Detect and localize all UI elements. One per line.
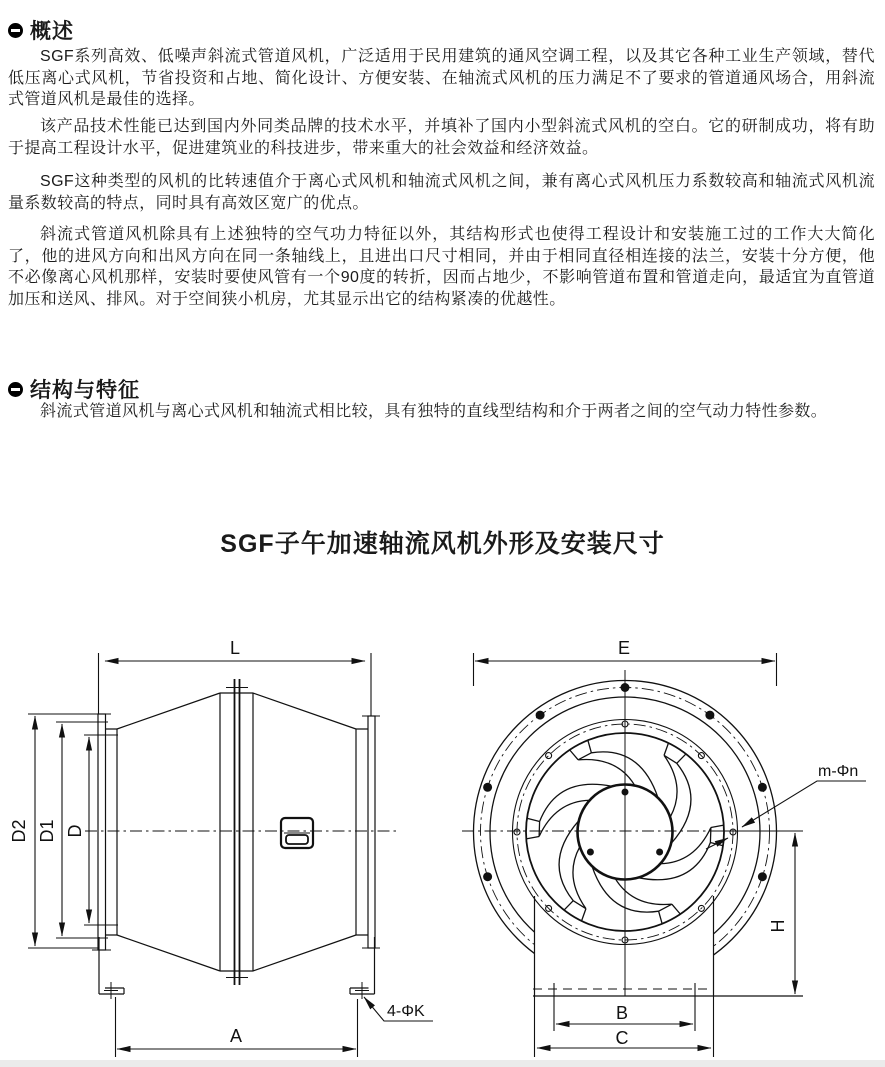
mounting-foot-right (350, 937, 375, 999)
paragraph: 斜流式管道风机除具有上述独特的空气功力特征以外，其结构形式也使得工程设计和安装施工过的工作大大简化了，他的进风方向和出风方向在同一条轴线上，且进出口尺寸相同，并由于相同直径相连接的法兰，安装十分方便，他不必像离心风机那样，安装时要使风管有一个90度的转折，因而占地少，不影响管道布置和管道走向，最适宜为直管道加压和送风、排风。对于空间狭小机房，尤其显示出它的结构紧凑的优越性。 (8, 226, 875, 308)
casing-cone (117, 693, 356, 971)
paragraph: 斜流式管道风机与离心式风机和轴流式相比较，具有独特的直线型结构和介于两者之间的空气动力特性参数。 (40, 403, 828, 420)
mounting-foot-left (99, 937, 124, 999)
scan-edge-strip (0, 1060, 885, 1067)
dim-label-flange-holes: m-Φn (818, 763, 859, 780)
fan-side-view (9, 638, 433, 1057)
center-joint-flange (235, 679, 240, 985)
paragraph: SGF这种类型的风机的比转速值介于离心式风机和轴流式风机之间，兼有离心式风机压力系数较高和轴流式风机流量系数较高的特点，同时具有高效区宽广的优点。 (8, 173, 875, 212)
casing-center-band (220, 693, 253, 971)
inlet-flange (98, 714, 106, 950)
dim-label-D2: D2 (9, 819, 29, 843)
fan-front-view (462, 638, 866, 1057)
dim-label-B: B (615, 1003, 629, 1023)
support-base-face (535, 896, 714, 996)
section-heading-text: 结构与特征 (30, 379, 140, 402)
dim-label-C: C (615, 1028, 629, 1048)
section-heading-text: 概述 (30, 20, 74, 43)
dim-label-D1: D1 (37, 819, 57, 843)
figure-title: SGF子午加速轴流风机外形及安装尺寸 (220, 530, 665, 558)
paragraph: SGF系列高效、低噪声斜流式管道风机，广泛适用于民用建筑的通风空调工程，以及其它各种工业生产领域，替代低压离心式风机，节省投资和占地、简化设计、方便安装、在轴流式风机的压力满足不了要求的管道通风场合，用斜流式管道风机是最佳的选择。 (8, 48, 875, 108)
paragraph: 该产品技术性能已达到国内外同类品牌的技术水平，并填补了国内小型斜流式风机的空白。它的研制成功，将有助于提高工程设计水平，促进建筑业的科技进步，带来重大的社会效益和经济效益。 (8, 118, 875, 157)
dim-label-H: H (768, 919, 788, 933)
terminal-box (281, 818, 313, 848)
dim-label-foot-holes: 4-ΦK (387, 1003, 425, 1020)
dim-label-L: L (229, 638, 241, 658)
dim-label-E: E (617, 638, 631, 658)
dim-label-D: D (65, 824, 85, 838)
outlet-flange (368, 716, 375, 948)
dim-label-A: A (229, 1026, 243, 1046)
